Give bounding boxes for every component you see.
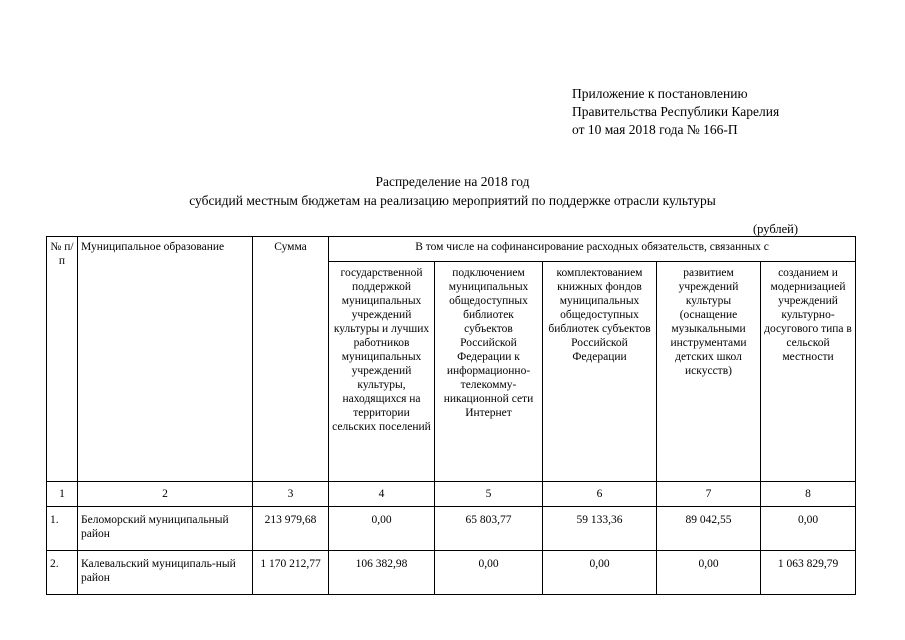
column-number: 8 xyxy=(761,482,856,507)
subheader-modernization: созданием и модернизацией учреждений культурно-досугового типа в сельской местности xyxy=(761,262,856,482)
row-book-funds: 59 133,36 xyxy=(543,507,657,551)
title-line-2: субсидий местным бюджетам на реализацию мероприятий по поддержке отрасли культуры xyxy=(189,193,716,208)
column-number: 7 xyxy=(657,482,761,507)
unit-label: (рублей) xyxy=(753,222,799,236)
table-row xyxy=(47,551,856,595)
row-num: 1. xyxy=(47,507,78,551)
header-num: № п/п xyxy=(47,237,78,482)
row-municipality: Беломорский муниципальный район xyxy=(78,507,253,551)
title-line-1: Распределение на 2018 год xyxy=(375,174,530,189)
row-modernization: 0,00 xyxy=(761,507,856,551)
row-culture-development: 0,00 xyxy=(657,551,761,595)
column-number: 1 xyxy=(47,482,78,507)
row-book-funds: 0,00 xyxy=(543,551,657,595)
column-number: 6 xyxy=(543,482,657,507)
column-number: 4 xyxy=(329,482,435,507)
subheader-state-support: государственной поддержкой муниципальных учреждений культуры и лучших работников муниципальных учреждений культуры, находящихся на территории сельских поселений xyxy=(329,262,435,482)
appendix-line-1: Приложение к постановлению xyxy=(572,86,748,101)
row-modernization: 1 063 829,79 xyxy=(761,551,856,595)
row-internet: 65 803,77 xyxy=(435,507,543,551)
table-row xyxy=(47,507,856,551)
subheader-culture-development: развитием учреждений культуры (оснащение музыкальными инструментами детских школ искусств) xyxy=(657,262,761,482)
row-municipality: Калевальский муниципаль-ный район xyxy=(78,551,253,595)
appendix-line-2: Правительства Республики Карелия xyxy=(572,104,780,119)
header-group: В том числе на софинансирование расходных обязательств, связанных с xyxy=(329,237,856,262)
column-number: 3 xyxy=(253,482,329,507)
appendix-note xyxy=(572,85,779,139)
header-row xyxy=(47,237,856,262)
row-internet: 0,00 xyxy=(435,551,543,595)
subheader-book-funds: комплектованием книжных фондов муниципальных общедоступных библиотек субъектов Российской Федерации xyxy=(543,262,657,482)
appendix-line-3: от 10 мая 2018 года № 166-П xyxy=(572,122,738,137)
row-sum: 1 170 212,77 xyxy=(253,551,329,595)
document-title xyxy=(0,172,905,210)
row-sum: 213 979,68 xyxy=(253,507,329,551)
header-municipality: Муниципальное образование xyxy=(78,237,253,482)
column-number: 2 xyxy=(78,482,253,507)
row-state-support: 0,00 xyxy=(329,507,435,551)
subsidy-table xyxy=(46,236,856,595)
subheader-internet: подключением муниципальных общедоступных библиотек субъектов Российской Федерации к информационно-телекомму-никационной сети Интернет xyxy=(435,262,543,482)
column-number-row xyxy=(47,482,856,507)
row-culture-development: 89 042,55 xyxy=(657,507,761,551)
column-number: 5 xyxy=(435,482,543,507)
row-num: 2. xyxy=(47,551,78,595)
header-sum: Сумма xyxy=(253,237,329,482)
row-state-support: 106 382,98 xyxy=(329,551,435,595)
